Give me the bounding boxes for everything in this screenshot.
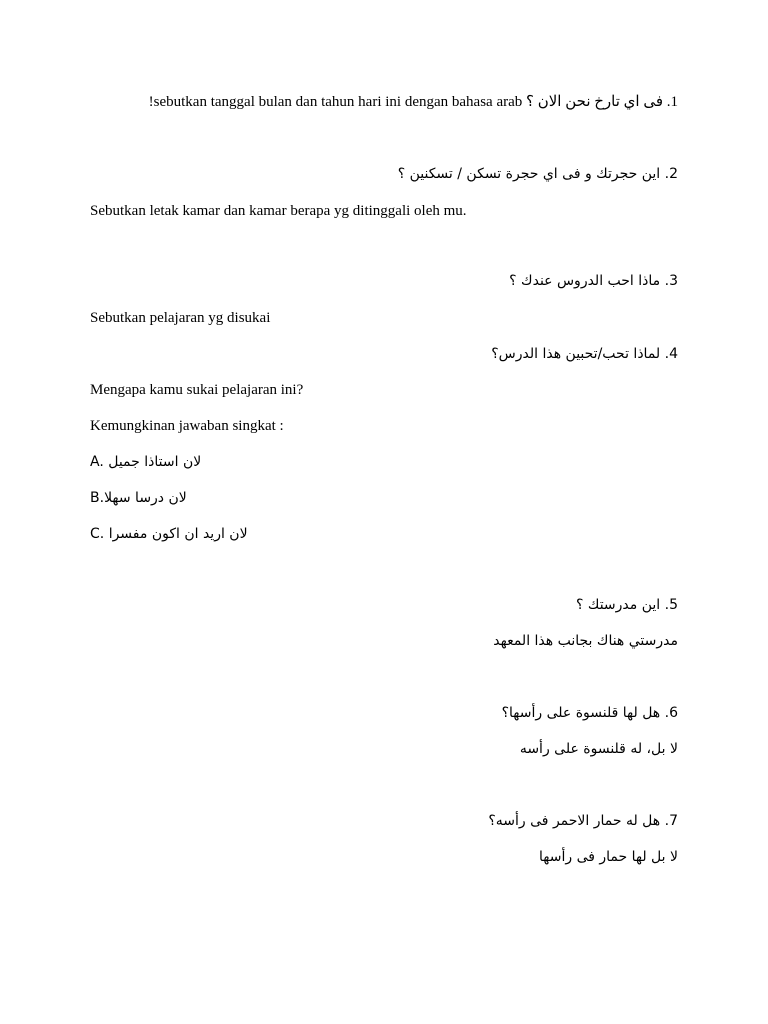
question-6: 6. هل لها قلنسوة على رأسها؟ bbox=[501, 705, 678, 721]
question-2-note: Sebutkan letak kamar dan kamar berapa yg ditinggali oleh mu. bbox=[90, 203, 467, 219]
question-4-option-b: B.لان درسا سهلا bbox=[90, 490, 187, 506]
question-4: 4. لماذا تحب/تحبين هذا الدرس؟ bbox=[491, 346, 678, 362]
question-1: 1. فی اي تارخ نحن الان ؟ sebutkan tanggal bulan dan tahun hari ini dengan bahasa arab! bbox=[148, 94, 678, 110]
question-3-note: Sebutkan pelajaran yg disukai bbox=[90, 310, 271, 326]
question-4-option-a: A. لان استاذا جميل bbox=[90, 454, 202, 470]
question-4-hint: Kemungkinan jawaban singkat : bbox=[90, 418, 284, 434]
question-6-answer: لا بل، له قلنسوة على رأسه bbox=[519, 741, 678, 757]
question-5: 5. اين مدرستك ؟ bbox=[576, 597, 678, 613]
question-7: 7. هل له حمار الاحمر فی رأسه؟ bbox=[488, 813, 678, 829]
question-5-answer: مدرستي هناك بجانب هذا المعهد bbox=[493, 633, 678, 649]
question-7-answer: لا بل لها حمار فی رأسها bbox=[539, 849, 678, 865]
question-4-note: Mengapa kamu sukai pelajaran ini? bbox=[90, 382, 304, 398]
question-2: 2. اين حجرتك و فی اي حجرة تسكن / تسكنين ؟ bbox=[397, 166, 678, 182]
question-3: 3. ماذا احب الدروس عندك ؟ bbox=[509, 273, 678, 289]
question-4-option-c: C. لان اريد ان اكون مفسرا bbox=[90, 526, 248, 542]
